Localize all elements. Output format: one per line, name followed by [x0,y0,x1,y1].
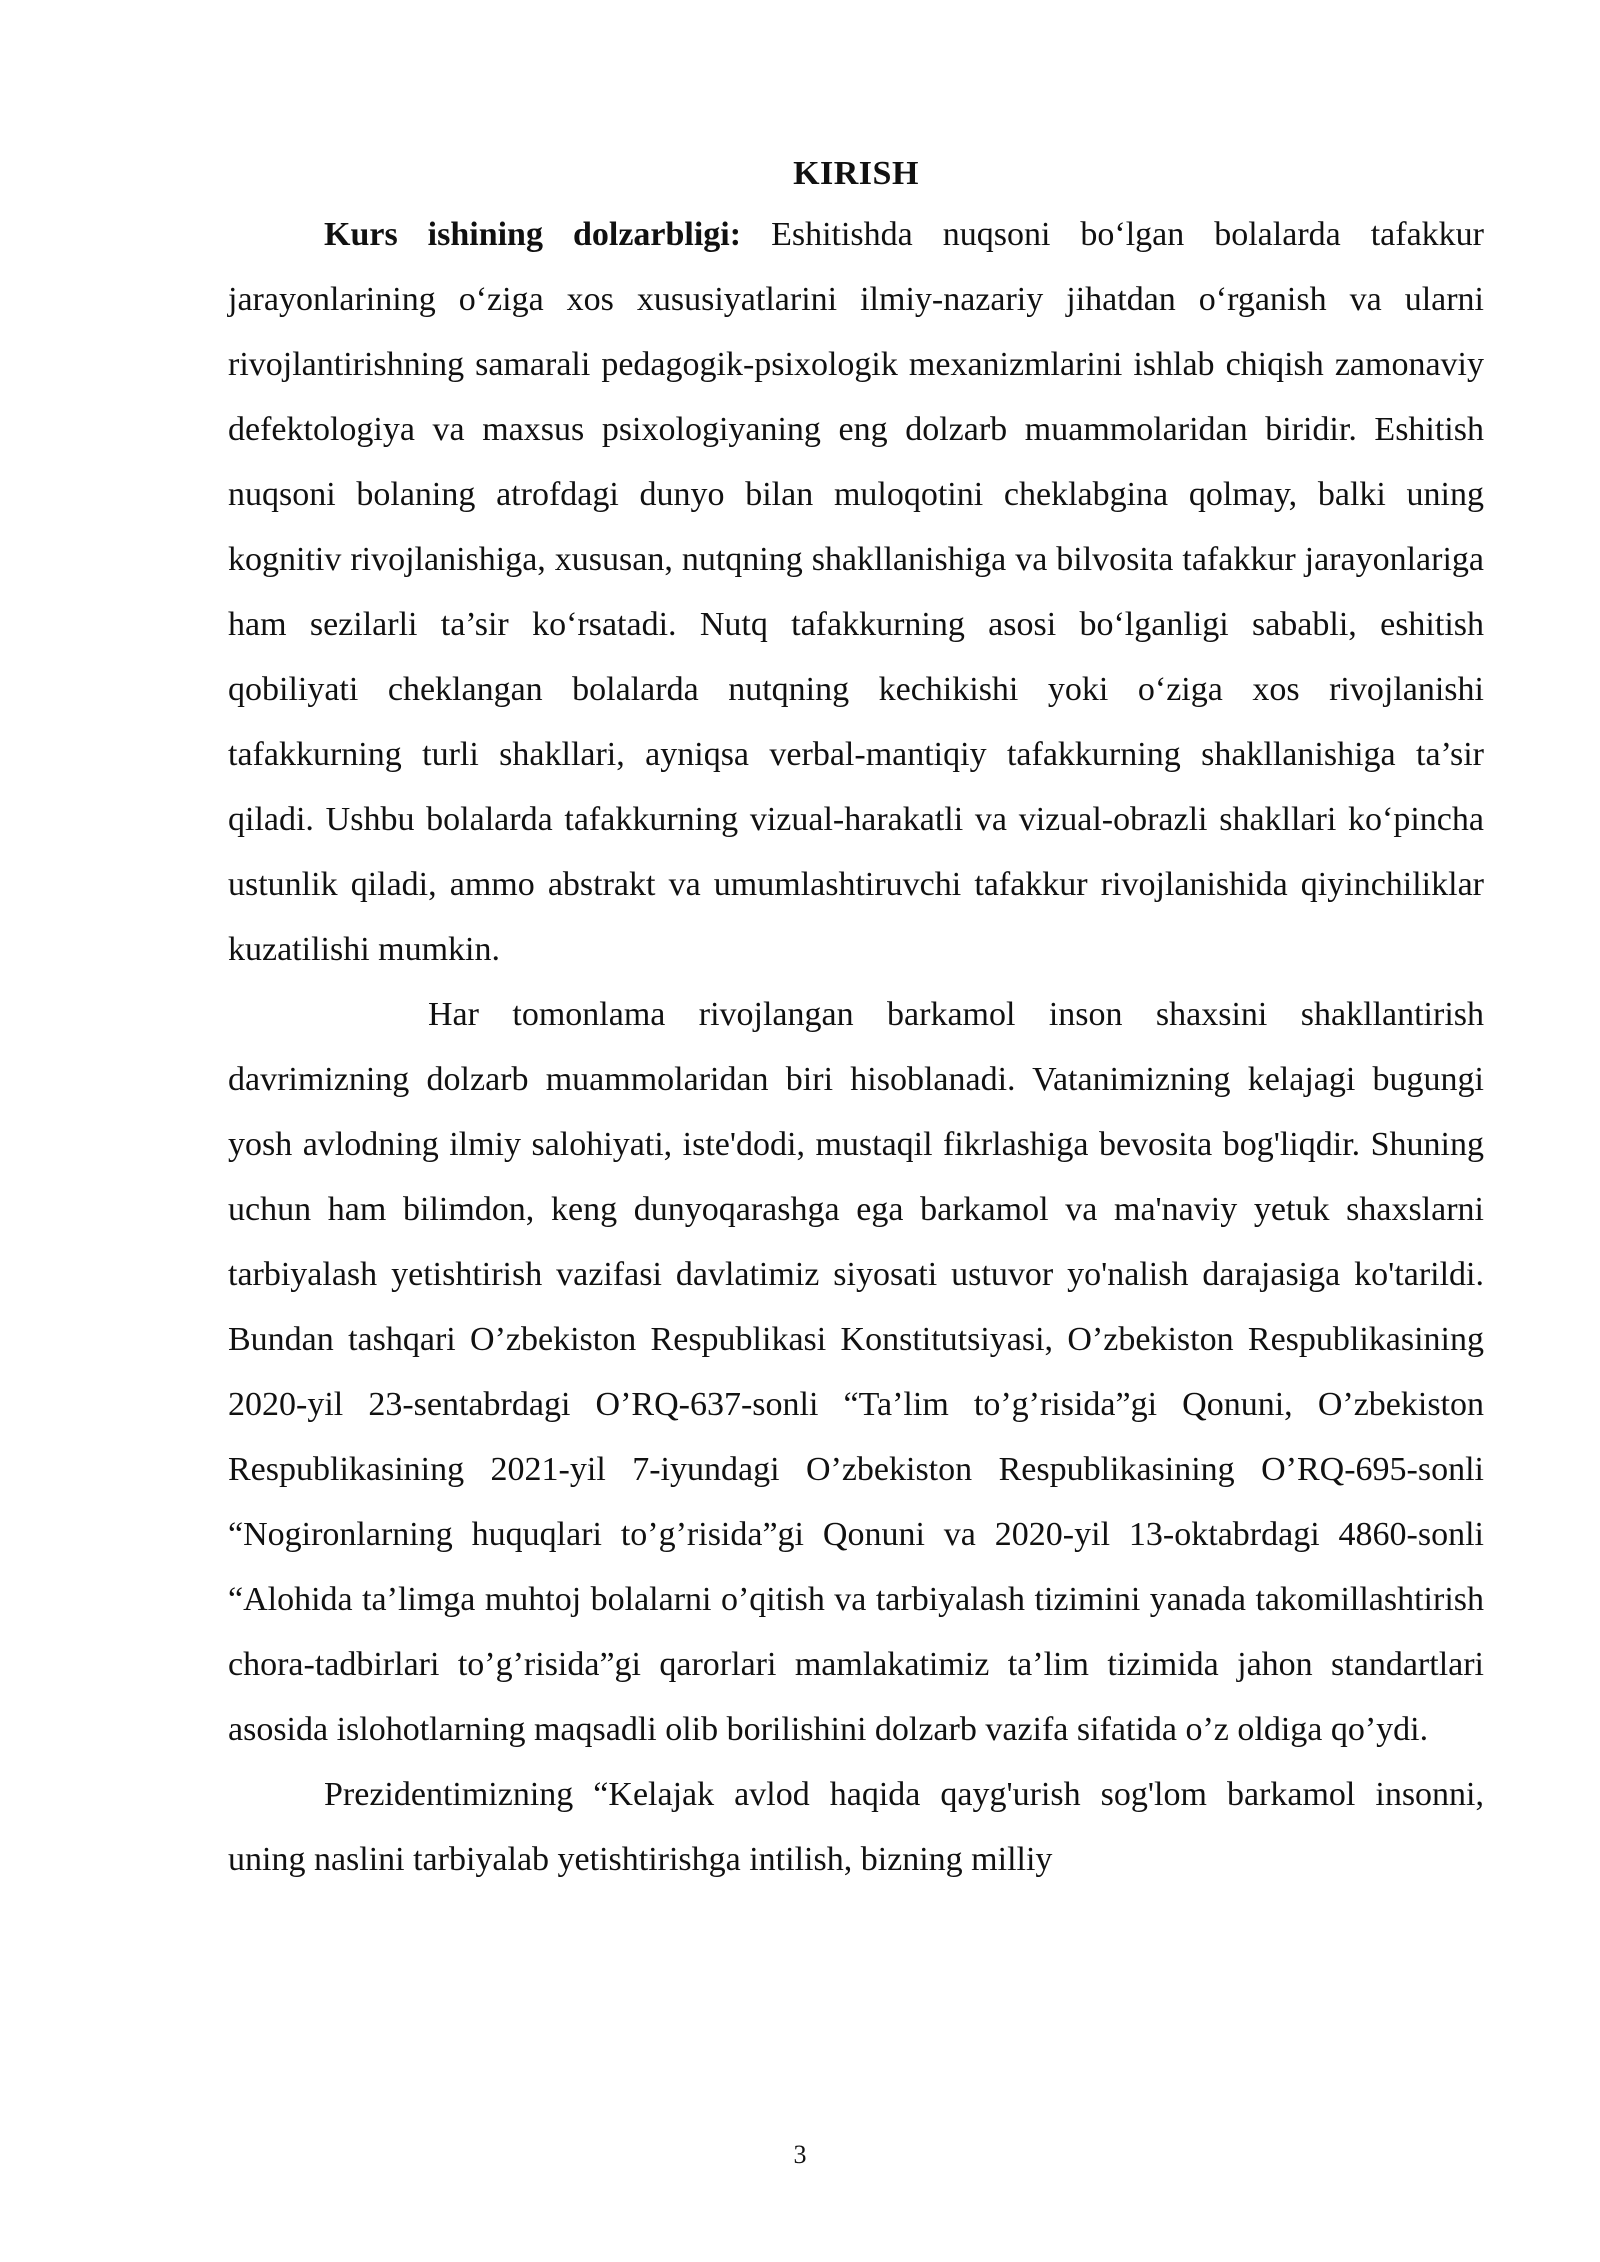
paragraph-legislation [228,982,1484,1762]
paragraph-text: Prezidentimizning “Kelajak avlod haqida qayg'urish sog'lom barkamol insonni, uning naslini tarbiyalab yetishtirishga intilish, bizning milliy [228,1776,1484,1878]
paragraph-president-quote [228,1762,1484,1892]
page-number: 3 [793,2140,807,2169]
paragraph-text: Eshitishda nuqsoni bo‘lgan bolalarda tafakkur jarayonlarining o‘ziga xos xususiyatlarini ilmiy-nazariy jihatdan o‘rganish va ularni rivojlantirishning samarali pedagogik-psixologik mexanizmlarini ishlab chiqish zamonaviy defektologiya va maxsus psixologiyaning eng dolzarb muammolaridan biridir. Eshitish nuqsoni bolaning atrofdagi dunyo bilan muloqotini cheklabgina qolmay, balki uning kognitiv rivojlanishiga, xususan, nutqning shakllanishiga va bilvosita tafakkur jarayonlariga ham sezilarli ta’sir ko‘rsatadi. Nutq tafakkurning asosi bo‘lganligi sababli, eshitish qobiliyati cheklangan bolalarda nutqning kechikishi yoki o‘ziga xos rivojlanishi tafakkurning turli shakllari, ayniqsa verbal-mantiqiy tafakkurning shakllanishiga ta’sir qiladi. Ushbu bolalarda tafakkurning vizual-harakatli va vizual-obrazli shakllari ko‘pincha ustunlik qiladi, ammo abstrakt va umumlashtiruvchi tafakkur rivojlanishida qiyinchiliklar kuzatilishi mumkin. [228,216,1484,968]
paragraph-lead: Kurs ishining dolzarbligi: [324,216,742,253]
paragraph-text: Har tomonlama rivojlangan barkamol inson shaxsini shakllantirish davrimizning dolzarb muammolaridan biri hisoblanadi. Vatanimizning kelajagi bugungi yosh avlodning ilmiy salohiyati, iste'dodi, mustaqil fikrlashiga bevosita bog'liqdir. Shuning uchun ham bilimdon, keng dunyoqarashga ega barkamol va ma'naviy yetuk shaxslarni tarbiyalash yetishtirish vazifasi davlatimiz siyosati ustuvor yo'nalish darajasiga ko'tarildi. Bundan tashqari O’zbekiston Respublikasi Konstitutsiyasi, O’zbekiston Respublikasining 2020-yil 23-sentabrdagi O’RQ-637-sonli “Ta’lim to’g’risida”gi Qonuni, O’zbekiston Respublikasining 2021-yil 7-iyundagi O’zbekiston Respublikasining O’RQ-695-sonli “Nogironlarning huquqlari to’g’risida”gi Qonuni va 2020-yil 13-oktabrdagi 4860-sonli “Alohida ta’limga muhtoj bolalarni o’qitish va tarbiyalash tizimini yanada takomillashtirish chora-tadbirlari to’g’risida”gi qarorlari mamlakatimiz ta’lim tizimida jahon standartlari asosida islohotlarning maqsadli olib borilishini dolzarb vazifa sifatida o’z oldiga qo’ydi. [228,996,1484,1748]
section-heading: KIRISH [793,155,919,192]
page-content [228,150,1484,1892]
paragraph-relevance [228,202,1484,982]
